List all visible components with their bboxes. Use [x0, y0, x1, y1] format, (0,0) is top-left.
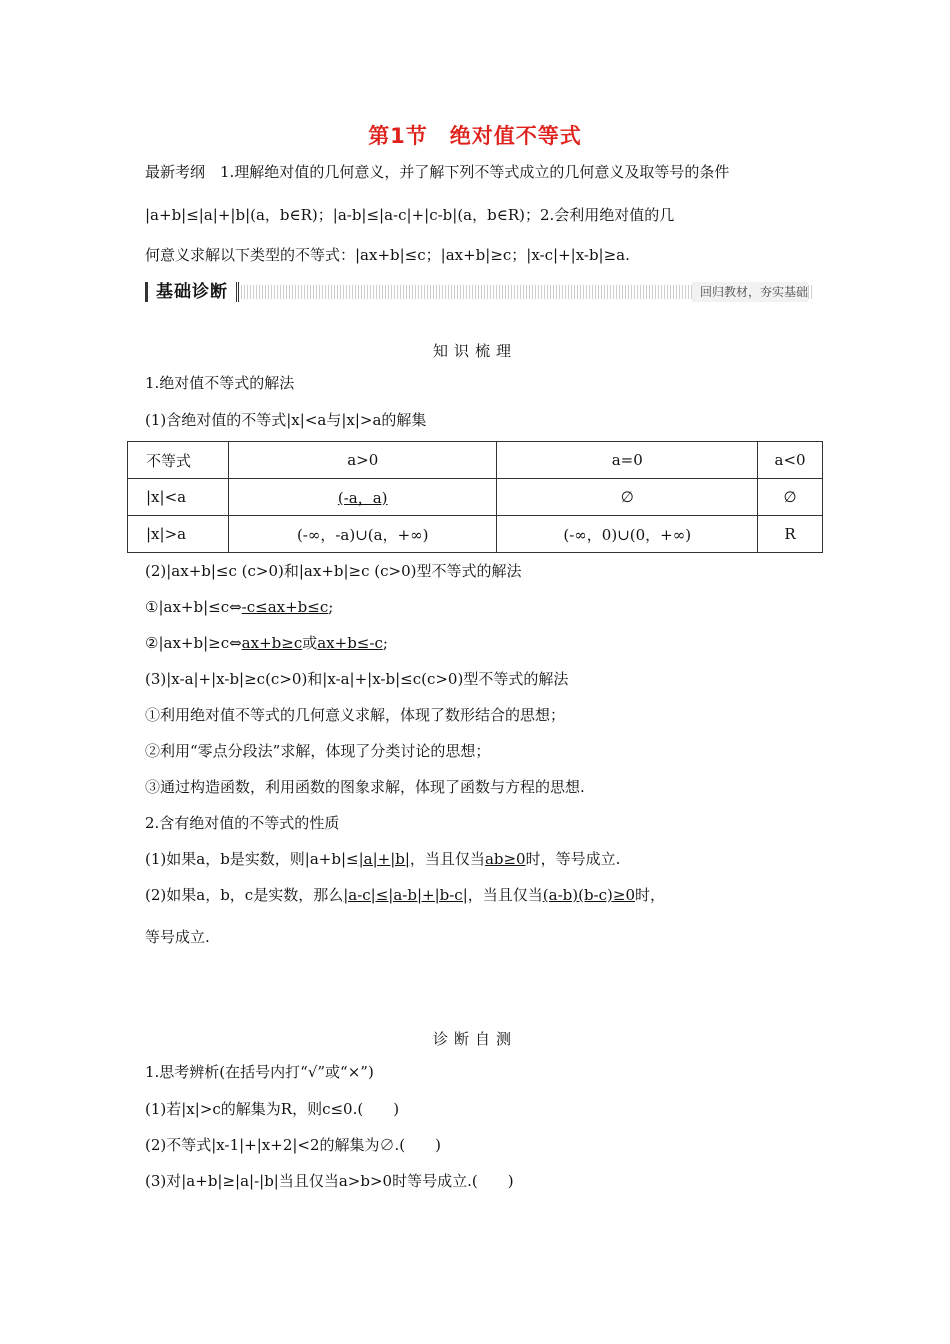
k1-2a-post: ;	[328, 598, 334, 616]
table-cell: |x|<a	[128, 479, 229, 516]
k1-2b-post: ;	[382, 634, 388, 652]
k2-1-post: 时，等号成立.	[525, 850, 621, 868]
k2-2-answer-1: |a-c|≤|a-b|+|b-c|	[343, 886, 468, 904]
k2-2-answer-2: (a-b)(b-c)≥0	[542, 886, 635, 904]
k2-1-answer-1: |a|+|b|	[358, 850, 410, 868]
table-cell: ∅	[758, 479, 823, 516]
q1-2: (2)不等式|x-1|+|x+2|<2的解集为∅.( )	[145, 1136, 441, 1154]
k2-title: 2.含有绝对值的不等式的性质	[145, 814, 340, 832]
table-row	[128, 479, 823, 516]
k1-2a-pre: ①|ax+b|≤c⇔	[145, 598, 242, 616]
k2-2-cont: 等号成立.	[145, 928, 210, 946]
syllabus-line-2: |a+b|≤|a|+|b|(a，b∈R)；|a-b|≤|a-c|+|c-b|(a，b∈R)；2.会利用绝对值的几	[145, 206, 675, 224]
syllabus-line-3: 何意义求解以下类型的不等式：|ax+b|≤c；|ax+b|≥c；|x-c|+|x-b|≥a.	[145, 246, 630, 264]
k2-2-mid: ，当且仅当	[467, 886, 543, 904]
q1-title: 1.思考辨析(在括号内打“√”或“×”)	[145, 1063, 374, 1081]
table-row	[128, 516, 823, 553]
k1-2: (2)|ax+b|≤c (c>0)和|ax+b|≥c (c>0)型不等式的解法	[145, 562, 522, 580]
table-header-cell: 不等式	[128, 442, 229, 479]
banner-label: 基础诊断	[145, 282, 239, 302]
q1-1: (1)若|x|>c的解集为R，则c≤0.( )	[145, 1100, 400, 1118]
table-cell: (-∞，0)∪(0，+∞)	[497, 516, 758, 553]
k1-title: 1.绝对值不等式的解法	[145, 374, 295, 392]
solution-table	[127, 441, 823, 553]
k1-2b-pre: ②|ax+b|≥c⇔	[145, 634, 242, 652]
page-title: 第1节 绝对值不等式	[368, 124, 582, 148]
table-cell: |x|>a	[128, 516, 229, 553]
k1-3a: ①利用绝对值不等式的几何意义求解，体现了数形结合的思想；	[145, 706, 566, 724]
k1-3c: ③通过构造函数，利用函数的图象求解，体现了函数与方程的思想.	[145, 778, 585, 796]
k1-2b	[145, 633, 388, 653]
table-header-cell: a>0	[229, 442, 497, 479]
k1-2b-answer-2: ax+b≤-c	[317, 634, 383, 652]
section-banner	[145, 282, 812, 302]
k2-1-mid: ，当且仅当	[409, 850, 485, 868]
syllabus-line-1: 最新考纲 1.理解绝对值的几何意义，并了解下列不等式成立的几何意义及取等号的条件	[145, 163, 730, 181]
table-header-cell: a=0	[497, 442, 758, 479]
table-cell: R	[758, 516, 823, 553]
k1-3b: ②利用“零点分段法”求解，体现了分类讨论的思想；	[145, 742, 491, 760]
k1-1: (1)含绝对值的不等式|x|<a与|x|>a的解集	[145, 411, 427, 429]
k2-2-post: 时，	[635, 886, 666, 904]
table-cell-answer: (-a，a)	[229, 479, 497, 516]
table-cell: (-∞，-a)∪(a，+∞)	[229, 516, 497, 553]
k1-2a	[145, 597, 333, 617]
k1-2a-answer: -c≤ax+b≤c	[241, 598, 329, 616]
k1-2b-answer-1: ax+b≥c	[241, 634, 303, 652]
banner-subtitle: 回归教材，夯实基础	[692, 282, 808, 302]
k2-1-pre: (1)如果a，b是实数，则|a+b|≤	[145, 850, 359, 868]
k2-1	[145, 849, 620, 869]
k2-2-pre: (2)如果a，b，c是实数，那么	[145, 886, 344, 904]
table-header-cell: a<0	[758, 442, 823, 479]
k2-2	[145, 885, 665, 905]
knowledge-heading: 知识梳理	[432, 342, 517, 360]
k1-2b-mid: 或	[302, 634, 318, 652]
q1-3: (3)对|a+b|≥|a|-|b|当且仅当a>b>0时等号成立.( )	[145, 1172, 514, 1190]
k2-1-answer-2: ab≥0	[484, 850, 526, 868]
table-cell: ∅	[497, 479, 758, 516]
table-header-row	[128, 442, 823, 479]
k1-3: (3)|x-a|+|x-b|≥c(c>0)和|x-a|+|x-b|≤c(c>0)型不等式的解法	[145, 670, 569, 688]
self-test-heading: 诊断自测	[432, 1030, 517, 1048]
